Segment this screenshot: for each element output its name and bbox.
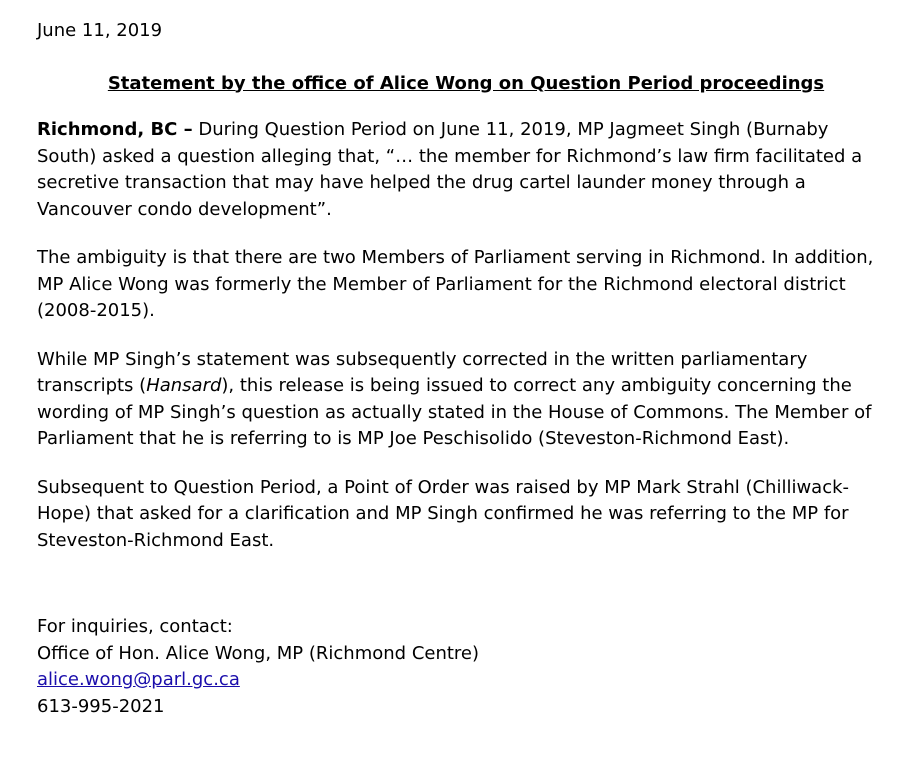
contact-block bbox=[37, 614, 877, 720]
contact-phone: 613-995-2021 bbox=[37, 695, 165, 717]
paragraph-3 bbox=[37, 347, 877, 453]
contact-office: Office of Hon. Alice Wong, MP (Richmond Centre) bbox=[37, 642, 480, 664]
contact-email-link[interactable]: alice.wong@parl.gc.ca bbox=[37, 669, 240, 690]
hansard-italic: Hansard bbox=[146, 375, 222, 396]
paragraph-1-text: During Question Period on June 11, 2019, MP Jagmeet Singh (Burnaby South) asked a question alleging that, “… the member for Richmond’s law firm facilitated a secretive transaction that may have helped the drug cartel launder money through a Vancouver condo development”. bbox=[37, 119, 863, 220]
paragraph-2: The ambiguity is that there are two Members of Parliament serving in Richmond. In addition, MP Alice Wong was formerly the Member of Parliament for the Richmond electoral district (2008-2015). bbox=[37, 247, 874, 321]
paragraph-4: Subsequent to Question Period, a Point of Order was raised by MP Mark Strahl (Chilliwack-Hope) that asked for a clarification and MP Singh confirmed he was referring to the MP for Steveston-Richmond East. bbox=[37, 476, 850, 551]
paragraph-3-text-end: ), this release is being issued to correct any ambiguity concerning the wording of MP Singh’s question as actually stated in the House of Commons. The Member of Parliament that he is referring to is MP Joe Peschisolido (Steveston-Richmond East). bbox=[37, 375, 872, 449]
paragraph-1 bbox=[37, 117, 877, 223]
paragraph-3-text-start: While MP Singh’s statement was subsequently corrected in the written parliamentary transcripts ( bbox=[37, 348, 808, 396]
contact-heading: For inquiries, contact: bbox=[37, 616, 233, 637]
release-date: June 11, 2019 bbox=[37, 20, 163, 41]
release-title: Statement by the office of Alice Wong on Question Period proceedings bbox=[107, 72, 825, 94]
dateline: Richmond, BC – bbox=[37, 119, 193, 140]
press-release bbox=[37, 18, 877, 720]
